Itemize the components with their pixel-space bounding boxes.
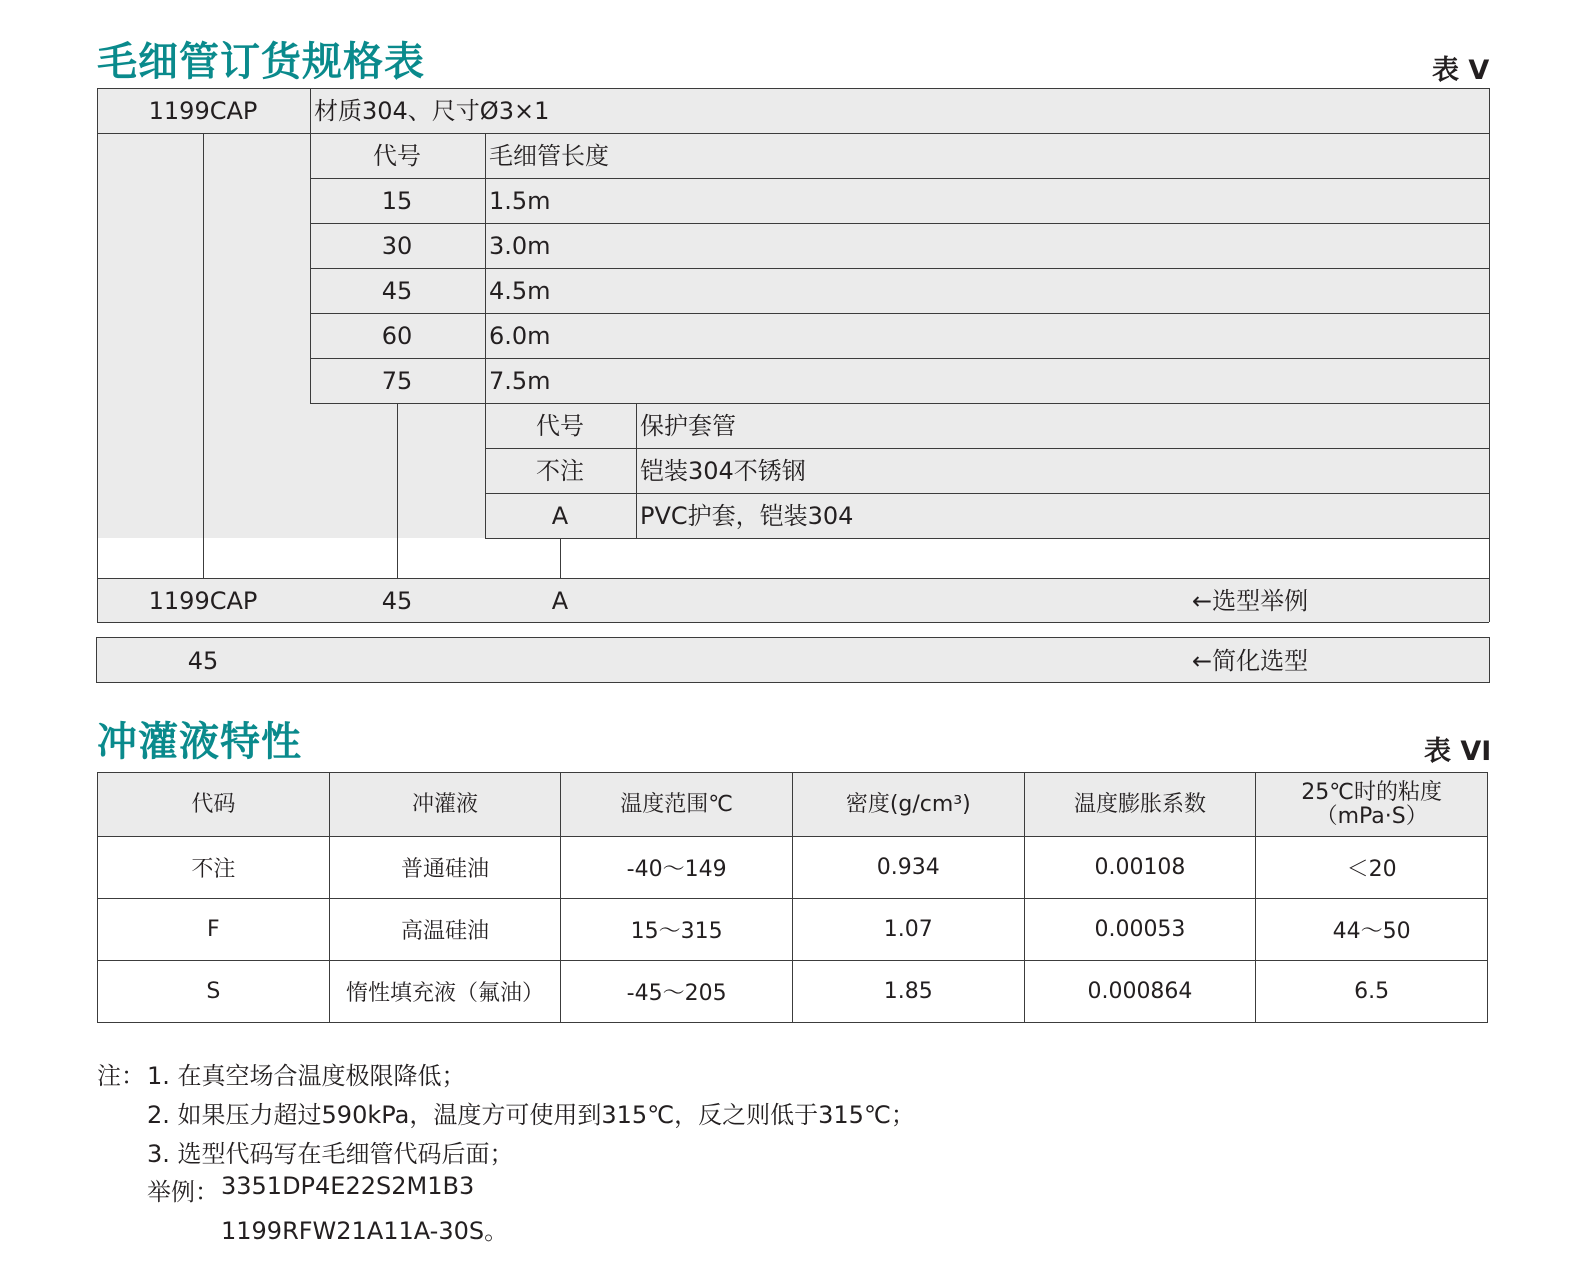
simplified-selection-row <box>96 637 1490 683</box>
header-temp-range: 温度范围℃ <box>561 773 793 837</box>
header-code: 代码 <box>98 773 330 837</box>
cell-viscosity: 44～50 <box>1256 899 1488 961</box>
cell-code: 不注 <box>98 837 330 899</box>
length-code: 15 <box>381 187 413 215</box>
cell-viscosity: 6.5 <box>1256 961 1488 1023</box>
length-value: 1.5m <box>489 187 551 215</box>
table-v-tag: 表 V <box>1432 55 1490 86</box>
fill-title: 冲灌液特性 <box>97 719 302 765</box>
sleeve-code-header: 代号 <box>536 412 584 440</box>
sleeve-name-header: 保护套管 <box>640 412 736 440</box>
table-vi-tag: 表 VI <box>1424 736 1492 767</box>
example-length: 45 <box>381 587 413 615</box>
example-label: ←选型举例 <box>1192 587 1309 615</box>
cell-fluid: 普通硅油 <box>329 837 561 899</box>
note-item: 1. 在真空场合温度极限降低； <box>147 1062 466 1090</box>
header-fluid: 冲灌液 <box>329 773 561 837</box>
length-value: 4.5m <box>489 277 551 305</box>
cell-viscosity: ＜20 <box>1256 837 1488 899</box>
spec-title: 毛细管订货规格表 <box>97 39 425 85</box>
cell-fluid: 高温硅油 <box>329 899 561 961</box>
example-prefix: 举例： <box>147 1178 219 1206</box>
simplified-value: 45 <box>187 647 219 675</box>
example-model: 1199CAP <box>148 587 258 615</box>
length-code: 60 <box>381 322 413 350</box>
sleeve-value: 铠装304不锈钢 <box>640 457 806 485</box>
length-value: 7.5m <box>489 367 551 395</box>
length-value: 6.0m <box>489 322 551 350</box>
cell-expansion: 0.00053 <box>1024 899 1256 961</box>
cell-expansion: 0.000864 <box>1024 961 1256 1023</box>
note-item: 3. 选型代码写在毛细管代码后面； <box>147 1140 514 1168</box>
length-code: 75 <box>381 367 413 395</box>
notes-prefix: 注： <box>97 1062 145 1090</box>
fill-fluid-table <box>97 772 1488 1023</box>
header-expansion: 温度膨胀系数 <box>1024 773 1256 837</box>
cell-code: F <box>98 899 330 961</box>
table-row <box>98 899 1488 961</box>
model-description: 材质304、尺寸Ø3×1 <box>314 97 550 125</box>
cell-temp-range: -40～149 <box>561 837 793 899</box>
header-viscosity-line1: 25℃时的粘度 <box>1301 780 1442 806</box>
example-code: 3351DP4E22S2M1B3 <box>221 1172 475 1200</box>
cell-fluid: 惰性填充液（氟油） <box>329 961 561 1023</box>
sleeve-code: 不注 <box>536 457 584 485</box>
example-sleeve: A <box>551 587 569 615</box>
length-name-header: 毛细管长度 <box>489 142 609 170</box>
length-code-header: 代号 <box>373 142 421 170</box>
header-viscosity-line2: （mPa·S） <box>1315 803 1428 829</box>
table-row <box>98 961 1488 1023</box>
header-density: 密度(g/cm³) <box>792 773 1024 837</box>
model-code: 1199CAP <box>148 97 258 125</box>
table-header-row <box>98 773 1488 837</box>
note-item: 2. 如果压力超过590kPa，温度方可使用到315℃，反之则低于315℃； <box>147 1101 915 1129</box>
cell-temp-range: -45～205 <box>561 961 793 1023</box>
length-code: 30 <box>381 232 413 260</box>
table-row <box>98 837 1488 899</box>
simplified-label: ←简化选型 <box>1192 647 1309 675</box>
header-viscosity <box>1256 773 1488 837</box>
cell-expansion: 0.00108 <box>1024 837 1256 899</box>
cell-density: 1.85 <box>792 961 1024 1023</box>
cell-density: 1.07 <box>792 899 1024 961</box>
length-value: 3.0m <box>489 232 551 260</box>
length-code: 45 <box>381 277 413 305</box>
sleeve-code: A <box>551 502 569 530</box>
cell-density: 0.934 <box>792 837 1024 899</box>
sleeve-value: PVC护套，铠装304 <box>640 502 854 530</box>
cell-code: S <box>98 961 330 1023</box>
cell-temp-range: 15～315 <box>561 899 793 961</box>
example-code: 1199RFW21A11A-30S。 <box>221 1217 509 1245</box>
